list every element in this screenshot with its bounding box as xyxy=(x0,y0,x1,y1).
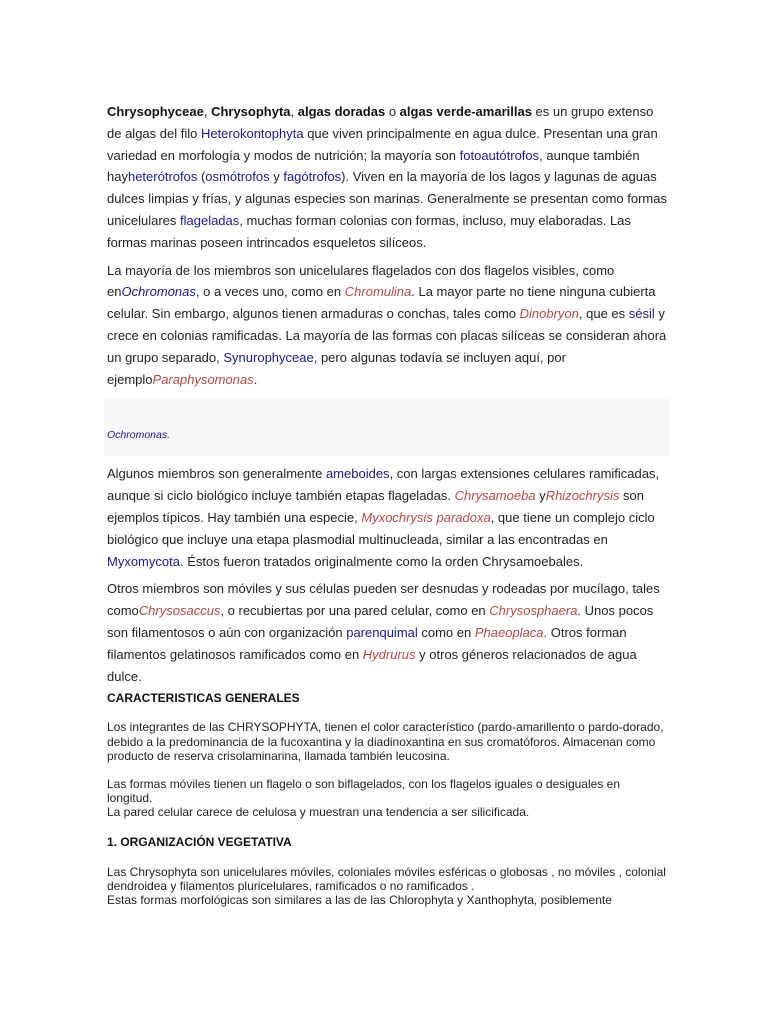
text: . Otros forman filamentos gelatinosos ramificados como en xyxy=(107,624,627,662)
link-chromulina[interactable]: Chromulina xyxy=(344,284,412,300)
image-caption: Ochromonas. xyxy=(107,429,171,442)
paragraph-moviles xyxy=(107,578,667,687)
link-fagotrofos[interactable]: fagótrofos xyxy=(283,169,342,185)
link-chrysosaccus[interactable]: Chrysosaccus xyxy=(138,603,221,619)
text: , xyxy=(203,104,212,119)
term-chrysophyceae: Chrysophyceae xyxy=(107,104,204,119)
text: ( xyxy=(197,169,206,185)
link-ochromonas[interactable]: Ochromonas xyxy=(121,284,196,300)
paragraph-formas-morfologicas: Estas formas morfológicas son similares a las de las Chlorophyta y Xanthophyta, posiblemente xyxy=(107,892,612,907)
link-ameboides[interactable]: ameboides xyxy=(325,466,390,482)
text: . xyxy=(253,371,258,387)
term-algas-doradas: algas doradas xyxy=(297,104,386,119)
link-fotoautotrofos[interactable]: fotoautótrofos xyxy=(459,147,540,163)
link-heterotrofos[interactable]: heterótrofos xyxy=(127,169,198,185)
paragraph-formas-moviles: Las formas móviles tienen un flagelo o son biflagelados, con los flagelos iguales o desiguales en longitud. xyxy=(107,776,620,806)
text: , que tiene un complejo ciclo biológico que incluye una etapa plasmodial multinucleada, similar a las encontradas en xyxy=(107,509,655,547)
text: . Unos pocos son filamentosos o aún con organización xyxy=(107,603,654,640)
link-osmotrofos[interactable]: osmótrofos xyxy=(205,169,270,185)
text: , muchas forman colonias con formas, incluso, muy elaboradas. Las formas marinas poseen intrincados esqueletos silíceos. xyxy=(107,212,631,250)
term-algas-verde-amarillas: algas verde-amarillas xyxy=(399,104,532,119)
paragraph-pared-celular: La pared celular carece de celulosa y muestran una tendencia a ser silicificada. xyxy=(107,805,530,820)
text: Otros miembros son móviles y sus células pueden ser desnudas y rodeadas por mucílago, tales como xyxy=(107,581,660,619)
link-chrysosphaera[interactable]: Chrysosphaera xyxy=(489,603,578,619)
link-dinobryon[interactable]: Dinobryon xyxy=(519,306,579,322)
term-chrysophyta: Chrysophyta xyxy=(211,104,291,119)
text: que viven principalmente en agua dulce. Presentan una gran variedad en morfología y modos de nutrición; la mayoría son xyxy=(107,125,658,163)
text: y xyxy=(535,488,546,504)
text: y xyxy=(269,169,284,185)
text: es un grupo extenso de algas del filo xyxy=(107,104,654,141)
link-hydrurus[interactable]: Hydrurus xyxy=(362,646,416,662)
text: . La mayor parte no tiene ninguna cubierta celular. Sin embargo, algunos tienen armaduras o conchas, tales como xyxy=(107,284,656,322)
text: Algunos miembros son generalmente xyxy=(107,466,326,482)
text: como en xyxy=(417,624,475,640)
document-body xyxy=(107,101,667,907)
link-chrysamoeba[interactable]: Chrysamoeba xyxy=(454,488,536,504)
paragraph-intro xyxy=(107,101,667,254)
link-myxochrysis-paradoxa[interactable]: Myxochrysis paradoxa xyxy=(361,509,491,525)
text: , o recubiertas por una pared celular, como en xyxy=(220,603,490,619)
text: ). Viven en la mayoría de los lagos y lagunas de aguas dulces limpias y frías, y algunas especies son marinas. Generalmente se presentan como formas unicelulares xyxy=(107,169,667,228)
paragraph-ameboides xyxy=(107,463,667,572)
link-myxomycota[interactable]: Myxomycota xyxy=(107,553,180,569)
text: . Éstos fueron tratados originalmente como la orden Chrysamoebales. xyxy=(179,553,584,569)
text: y crece en colonias ramificadas. La mayoría de las formas con placas silíceas se consideran ahora un grupo separado, xyxy=(107,306,667,365)
link-paraphysomonas[interactable]: Paraphysomonas xyxy=(152,371,254,387)
link-heterokontophyta[interactable]: Heterokontophyta xyxy=(200,125,304,141)
text: , pero algunas todavía se incluyen aquí, por ejemplo xyxy=(107,349,566,387)
link-sesil[interactable]: sésil xyxy=(628,306,655,322)
heading-caracteristicas: CARACTERISTICAS GENERALES xyxy=(107,691,300,706)
paragraph-members xyxy=(107,260,667,391)
image-caption-box xyxy=(104,399,670,456)
link-phaeoplaca[interactable]: Phaeoplaca xyxy=(474,624,544,640)
text: , o a veces uno, como en xyxy=(195,284,345,300)
text: y otros géneros relacionados de agua dulce. xyxy=(107,646,637,684)
text: son ejemplos típicos. Hay también una especie, xyxy=(107,488,644,525)
text: , xyxy=(290,104,298,119)
paragraph-integrantes: Los integrantes de las CHRYSOPHYTA, tienen el color característico (pardo-amarillento o pardo-dorado, debido a la predominancia de la fucoxantina y la diadinoxantina en sus cromatóforos. Almacenan como producto de reserva crisolaminarina, llamada también leucosina. xyxy=(107,720,664,763)
text: , aunque también hay xyxy=(107,147,640,185)
link-rhizochrysis[interactable]: Rhizochrysis xyxy=(545,488,620,504)
heading-organizacion-vegetativa: 1. ORGANIZACIÓN VEGETATIVA xyxy=(107,834,292,849)
text: o xyxy=(385,104,400,119)
text: , con largas extensiones celulares ramificadas, aunque si ciclo biológico incluye también etapas flageladas. xyxy=(107,466,660,504)
link-synurophyceae[interactable]: Synurophyceae xyxy=(223,349,314,365)
text: La mayoría de los miembros son unicelulares flagelados con dos flagelos visibles, como en xyxy=(107,262,615,300)
link-parenquimal[interactable]: parenquimal xyxy=(346,624,418,640)
text: , que es xyxy=(578,306,629,322)
paragraph-chrysophyta-formas: Las Chrysophyta son unicelulares móviles, coloniales móviles esféricas o globosas , no móviles , colonial dendroidea y filamentos pluricelulares, ramificados o no ramificados . xyxy=(107,864,666,893)
link-flageladas[interactable]: flageladas xyxy=(180,212,240,228)
